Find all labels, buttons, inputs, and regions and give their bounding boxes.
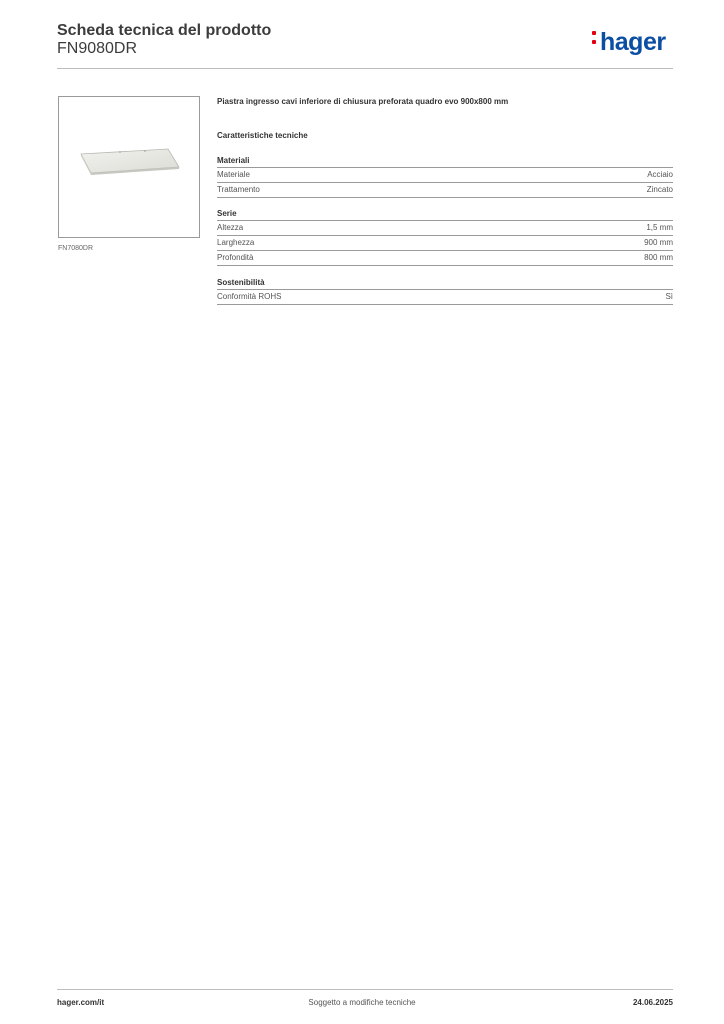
header-divider xyxy=(57,68,673,69)
spec-group-materiali xyxy=(217,155,673,198)
logo-colon-icon xyxy=(592,26,598,49)
spec-row xyxy=(217,236,673,251)
spec-value: Zincato xyxy=(646,185,673,194)
spec-value: Acciaio xyxy=(647,170,673,179)
image-caption: FN7080DR xyxy=(58,245,94,252)
product-code: FN9080DR xyxy=(57,40,138,57)
specs-heading: Caratteristiche tecniche xyxy=(217,131,308,140)
product-image xyxy=(58,96,200,238)
footer-website-link[interactable]: hager.com/it xyxy=(57,998,105,1007)
logo-text: hager xyxy=(600,28,666,56)
spec-group-title: Serie xyxy=(217,208,673,221)
spec-row xyxy=(217,290,673,305)
spec-label: Trattamento xyxy=(217,185,260,194)
spec-label: Larghezza xyxy=(217,238,255,247)
spec-value: 1,5 mm xyxy=(646,223,673,232)
document-title: Scheda tecnica del prodotto xyxy=(57,22,272,39)
spec-group-serie xyxy=(217,208,673,266)
spec-row xyxy=(217,168,673,183)
hager-logo xyxy=(592,27,666,56)
footer-note: Soggetto a modifiche tecniche xyxy=(308,998,416,1007)
footer-divider xyxy=(57,989,673,990)
spec-row xyxy=(217,251,673,266)
spec-label: Profondità xyxy=(217,253,254,262)
spec-label: Altezza xyxy=(217,223,244,232)
product-description: Piastra ingresso cavi inferiore di chiusura preforata quadro evo 900x800 mm xyxy=(217,97,509,106)
spec-row xyxy=(217,221,673,236)
spec-group-title: Materiali xyxy=(217,155,673,168)
spec-value: Sì xyxy=(665,292,673,301)
spec-value: 900 mm xyxy=(644,238,673,247)
spec-row xyxy=(217,183,673,198)
spec-group-title: Sostenibilità xyxy=(217,277,673,290)
spec-group-sostenibilita xyxy=(217,277,673,305)
spec-label: Materiale xyxy=(217,170,250,179)
footer-date: 24.06.2025 xyxy=(632,998,673,1007)
spec-value: 800 mm xyxy=(644,253,673,262)
panel-plate-icon xyxy=(59,97,199,237)
spec-label: Conformità ROHS xyxy=(217,292,282,301)
